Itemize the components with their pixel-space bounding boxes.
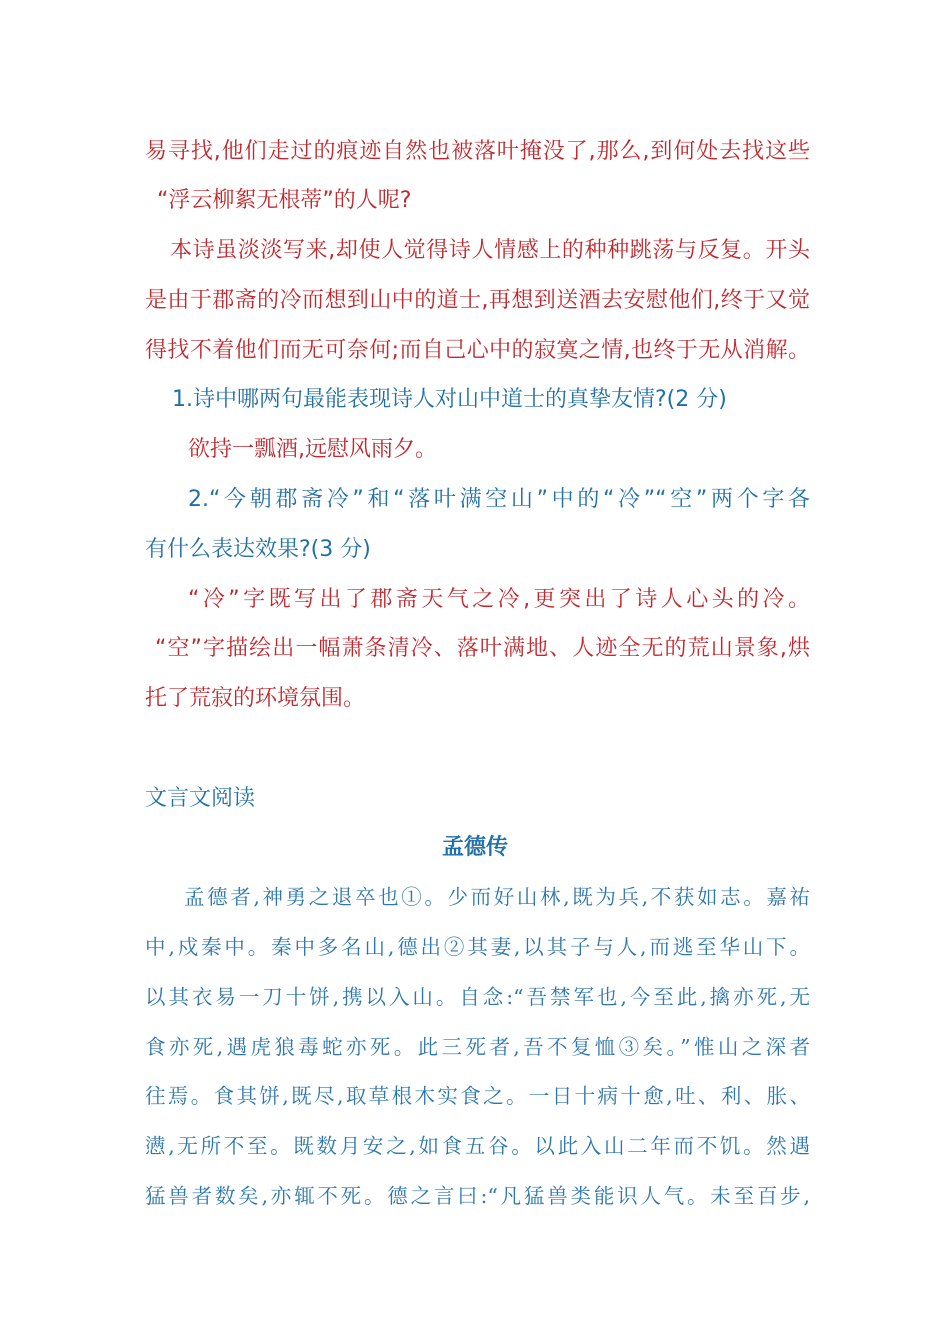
section-heading: 文言文阅读 bbox=[145, 786, 256, 811]
passage-line: 中,戍秦中。秦中多名山,德出②其妻,以其子与人,而逃至华山下。 bbox=[145, 935, 810, 959]
analysis-line: 易寻找,他们走过的痕迹自然也被落叶掩没了,那么,到何处去找这些 bbox=[145, 139, 810, 164]
analysis-line: 得找不着他们而无可奈何;而自己心中的寂寞之情,也终于无从消解。 bbox=[145, 338, 810, 363]
analysis-line: 本诗虽淡淡写来,却使人觉得诗人情感上的种种跳荡与反复。开头 bbox=[170, 238, 810, 263]
question-2: 2.“今朝郡斋冷”和“落叶满空山”中的“冷”“空”两个字各 bbox=[188, 487, 810, 512]
passage-title: 孟德传 bbox=[441, 835, 508, 860]
passage-line: 懑,无所不至。既数月安之,如食五谷。以此入山二年而不饥。然遇 bbox=[145, 1134, 810, 1158]
passage-line: 食亦死,遇虎狼毒蛇亦死。此三死者,吾不复恤③矣。”惟山之深者 bbox=[145, 1035, 810, 1059]
answer-2: “空”字描绘出一幅萧条清冷、落叶满地、人迹全无的荒山景象,烘 bbox=[155, 636, 810, 661]
answer-1: 欲持一瓢酒,远慰风雨夕。 bbox=[188, 437, 437, 462]
passage-line: 往焉。食其饼,既尽,取草根木实食之。一日十病十愈,吐、利、胀、 bbox=[145, 1084, 810, 1108]
question-1: 1.诗中哪两句最能表现诗人对山中道士的真挚友情?(2 分) bbox=[172, 387, 727, 412]
passage-line: 孟德者,神勇之退卒也①。少而好山林,既为兵,不获如志。嘉祐 bbox=[184, 885, 810, 909]
analysis-line: “浮云柳絮无根蒂”的人呢? bbox=[157, 188, 412, 213]
answer-2: 托了荒寂的环境氛围。 bbox=[145, 686, 366, 711]
question-2: 有什么表达效果?(3 分) bbox=[145, 537, 371, 562]
answer-2: “冷”字既写出了郡斋天气之冷,更突出了诗人心头的冷。 bbox=[188, 587, 810, 612]
analysis-line: 是由于郡斋的冷而想到山中的道士,再想到送酒去安慰他们,终于又觉 bbox=[145, 288, 810, 313]
passage-line: 猛兽者数矣,亦辄不死。德之言曰:“凡猛兽类能识人气。未至百步, bbox=[145, 1184, 810, 1208]
passage-line: 以其衣易一刀十饼,携以入山。自念:“吾禁军也,今至此,擒亦死,无 bbox=[145, 985, 810, 1009]
